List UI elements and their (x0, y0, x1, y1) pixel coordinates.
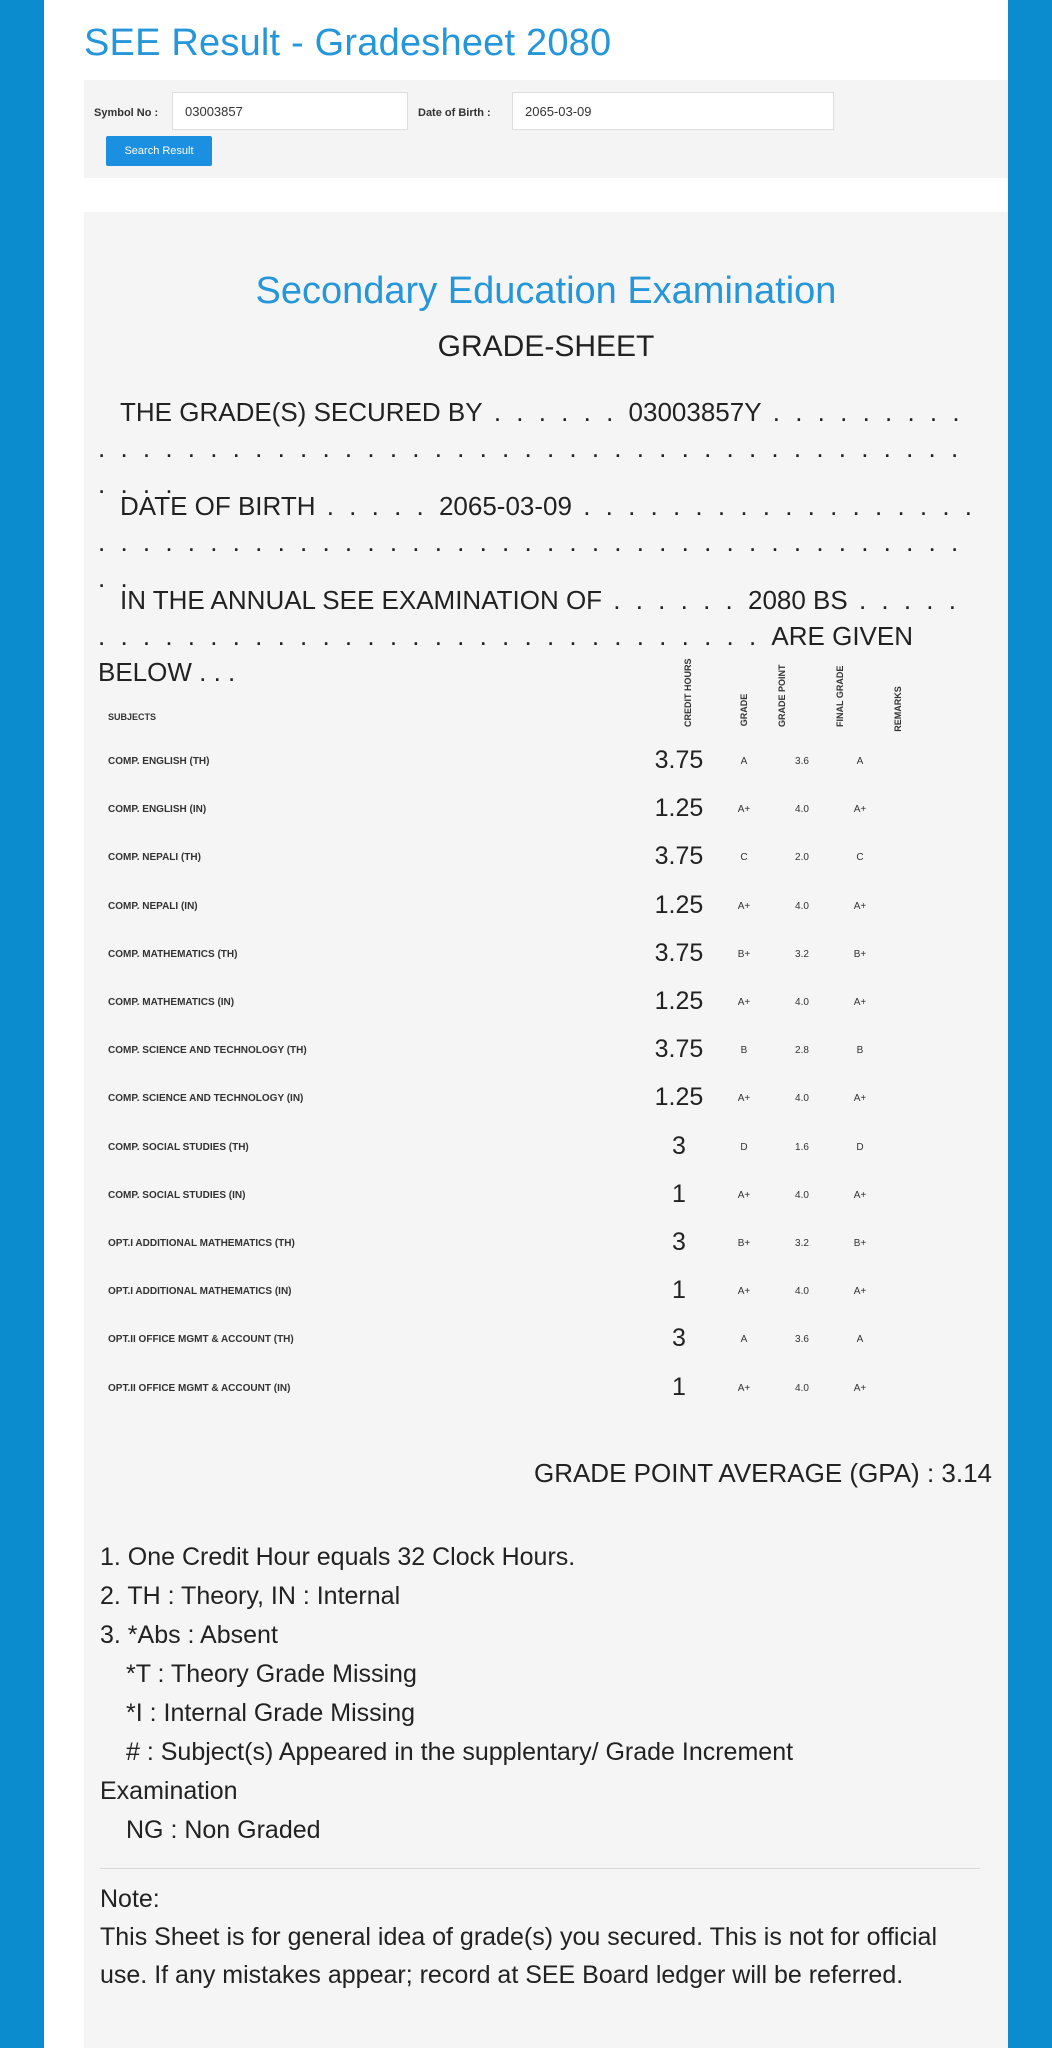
subject-cell: OPT.I ADDITIONAL MATHEMATICS (IN) (108, 1286, 292, 1298)
final-grade-cell: A+ (853, 1093, 867, 1105)
note-line: 2. TH : Theory, IN : Internal (100, 1582, 401, 1610)
secured-by-line: THE GRADE(S) SECURED BY . . . . . . 03003857Y . . . . . . . . . . . . . . . . . . . . . . . . . . . . . . . . . . . . . . . . . . . . . . . . . . . . (98, 397, 964, 499)
grade-cell: B+ (737, 1238, 751, 1249)
grade-header: GRADE (739, 693, 749, 727)
final-grade-cell: B+ (853, 1238, 867, 1249)
given-below-text: ARE GIVEN BELOW . . . (98, 621, 914, 687)
table-row (84, 1033, 1008, 1073)
final-grade-cell: D (856, 1141, 864, 1153)
exam-line-label: IN THE ANNUAL SEE EXAMINATION OF (120, 585, 603, 615)
dob-input[interactable] (512, 92, 834, 130)
subject-cell: COMP. SCIENCE AND TECHNOLOGY (TH) (108, 1045, 307, 1057)
legend-notes (100, 1538, 1000, 1850)
dob-line-label: DATE OF BIRTH (120, 491, 316, 521)
final-grade-cell: B (856, 1045, 864, 1057)
symbol-no-label: Symbol No : (94, 107, 159, 119)
notes-divider (100, 1868, 980, 1869)
grade-cell: C (740, 852, 748, 864)
note-line: *I : Internal Grade Missing (126, 1699, 416, 1727)
final-grade-cell: C (856, 852, 864, 864)
final-grade-cell: A+ (853, 900, 867, 912)
exam-title: Secondary Education Examination (255, 270, 837, 312)
grade-cell: B+ (737, 948, 751, 960)
search-form (84, 80, 1008, 178)
subject-cell: COMP. MATHEMATICS (TH) (108, 948, 238, 960)
table-row (84, 1081, 1008, 1121)
note-line: 1. One Credit Hour equals 32 Clock Hours. (100, 1543, 576, 1571)
grade-point-cell: 4.0 (795, 1286, 809, 1298)
subject-cell: COMP. ENGLISH (IN) (108, 804, 207, 816)
grade-cell: A+ (737, 1189, 751, 1201)
final-grade-cell: A (856, 756, 864, 767)
note-line: 3. *Abs : Absent (100, 1621, 278, 1649)
final-grade-cell: A+ (853, 1189, 867, 1201)
note-line: NG : Non Graded (126, 1816, 321, 1844)
note-heading: Note: (100, 1885, 160, 1913)
credit-hours-cell: 3.75 (654, 746, 704, 774)
subjects-header: SUBJECTS (108, 712, 157, 722)
table-row (84, 1371, 1008, 1411)
table-row (84, 1130, 1008, 1170)
gpa-text: GRADE POINT AVERAGE (GPA) : 3.14 (533, 1458, 992, 1488)
credit-hours-cell: 1.25 (654, 890, 704, 919)
subject-cell: COMP. ENGLISH (TH) (108, 756, 210, 767)
table-row (84, 792, 1008, 832)
remarks-header: REMARKS (893, 686, 903, 732)
credit-hours-cell: 1 (672, 1179, 686, 1208)
subject-cell: OPT.I ADDITIONAL MATHEMATICS (TH) (108, 1238, 295, 1249)
credit-hours-cell: 1.25 (654, 794, 704, 823)
grade-point-cell: 1.6 (795, 1141, 809, 1153)
grade-cell: A+ (737, 1093, 751, 1105)
grade-point-cell: 4.0 (795, 1189, 809, 1201)
secured-by-label: THE GRADE(S) SECURED BY (120, 397, 483, 427)
table-row (84, 1274, 1008, 1314)
grade-cell: A (740, 756, 748, 767)
subject-cell: COMP. SCIENCE AND TECHNOLOGY (IN) (108, 1093, 304, 1105)
dob-line: DATE OF BIRTH . . . . . 2065-03-09 . . . . . . . . . . . . . . . . . . . . . . . . . . . . . . . . . . . . . . . . . . . . . . . . . . . . . . . . . . . (98, 491, 977, 593)
credit-hours-cell: 3 (672, 1131, 686, 1160)
credit-hours-cell: 3.75 (654, 938, 704, 967)
exam-line-value: 2080 BS (747, 585, 848, 615)
grade-cell: A+ (737, 997, 751, 1008)
subject-cell: COMP. NEPALI (TH) (108, 852, 201, 864)
credit-hours-cell: 3.75 (654, 842, 704, 871)
exam-line: IN THE ANNUAL SEE EXAMINATION OF . . . . . . 2080 BS . . . . . . . . . . . . . . . . . . . . . . . . . . . . . . . . . . . ARE GIVEN BELOW . . . (98, 585, 960, 687)
grade-point-cell: 3.2 (795, 948, 809, 960)
credit-hours-cell: 1.25 (654, 987, 704, 1015)
grade-point-cell: 4.0 (795, 1093, 809, 1105)
secured-by-value: 03003857Y (628, 397, 762, 427)
grade-cell: A+ (737, 804, 751, 816)
page-title: SEE Result - Gradesheet 2080 (84, 22, 612, 64)
subject-cell: COMP. MATHEMATICS (IN) (108, 997, 235, 1008)
dob-line-value: 2065-03-09 (438, 491, 572, 521)
subject-cell: COMP. SOCIAL STUDIES (TH) (108, 1141, 249, 1153)
search-result-button[interactable]: Search Result (106, 136, 212, 166)
grade-point-cell: 4.0 (795, 804, 809, 816)
grade-cell: B (740, 1045, 748, 1057)
grade-point-cell: 2.0 (795, 852, 809, 864)
grade-point-cell: 2.8 (795, 1045, 809, 1057)
note-line: Examination (100, 1777, 238, 1805)
grade-cell: A+ (737, 1382, 751, 1394)
grade-point-cell: 3.6 (795, 1334, 809, 1346)
final-grade-cell: A (856, 1334, 864, 1346)
final-grade-cell: A+ (853, 1382, 867, 1394)
subject-cell: OPT.II OFFICE MGMT & ACCOUNT (IN) (108, 1382, 291, 1394)
credit-hours-header: CREDIT HOURS (683, 658, 693, 727)
table-row (84, 1226, 1008, 1266)
final-grade-cell: A+ (853, 804, 867, 816)
note-line: # : Subject(s) Appeared in the supplentary/ Grade Increment (126, 1738, 794, 1766)
grade-point-cell: 3.6 (795, 756, 809, 767)
credit-hours-cell: 3 (672, 1228, 686, 1256)
grade-point-cell: 4.0 (795, 997, 809, 1008)
credit-hours-cell: 1 (672, 1276, 686, 1305)
table-row (84, 937, 1008, 977)
final-grade-cell: B+ (853, 948, 867, 960)
table-row (84, 889, 1008, 929)
table-row (84, 840, 1008, 880)
grade-point-cell: 4.0 (795, 900, 809, 912)
subject-cell: OPT.II OFFICE MGMT & ACCOUNT (TH) (108, 1334, 294, 1346)
symbol-no-input[interactable] (172, 92, 408, 130)
final-grade-cell: A+ (853, 1286, 867, 1298)
note-body: This Sheet is for general idea of grade(s) you secured. This is not for official use. If any mistakes appear; record at SEE Board ledger will be referred. (100, 1923, 937, 1989)
dob-label: Date of Birth : (418, 107, 491, 119)
table-row (84, 985, 1008, 1025)
table-row (84, 1322, 1008, 1362)
final-grade-header: FINAL GRADE (835, 665, 845, 727)
note-line: *T : Theory Grade Missing (126, 1660, 417, 1688)
grade-cell: A+ (737, 900, 751, 912)
grade-cell: A+ (737, 1286, 751, 1298)
subject-cell: COMP. SOCIAL STUDIES (IN) (108, 1189, 246, 1201)
grade-sheet-title: GRADE-SHEET (437, 330, 655, 363)
final-grade-cell: A+ (853, 997, 867, 1008)
grade-cell: D (740, 1141, 748, 1153)
table-row (84, 1178, 1008, 1218)
table-row (84, 744, 1008, 784)
grade-point-cell: 4.0 (795, 1382, 809, 1394)
grade-sheet (84, 212, 1008, 2048)
credit-hours-cell: 1 (672, 1372, 686, 1401)
result-page (44, 0, 1008, 2048)
credit-hours-cell: 1.25 (654, 1083, 704, 1112)
grade-point-header: GRADE POINT (777, 664, 787, 727)
grade-point-cell: 3.2 (795, 1238, 809, 1249)
grade-cell: A (740, 1334, 748, 1346)
credit-hours-cell: 3.75 (654, 1035, 704, 1064)
credit-hours-cell: 3 (672, 1324, 686, 1353)
subject-cell: COMP. NEPALI (IN) (108, 900, 198, 912)
